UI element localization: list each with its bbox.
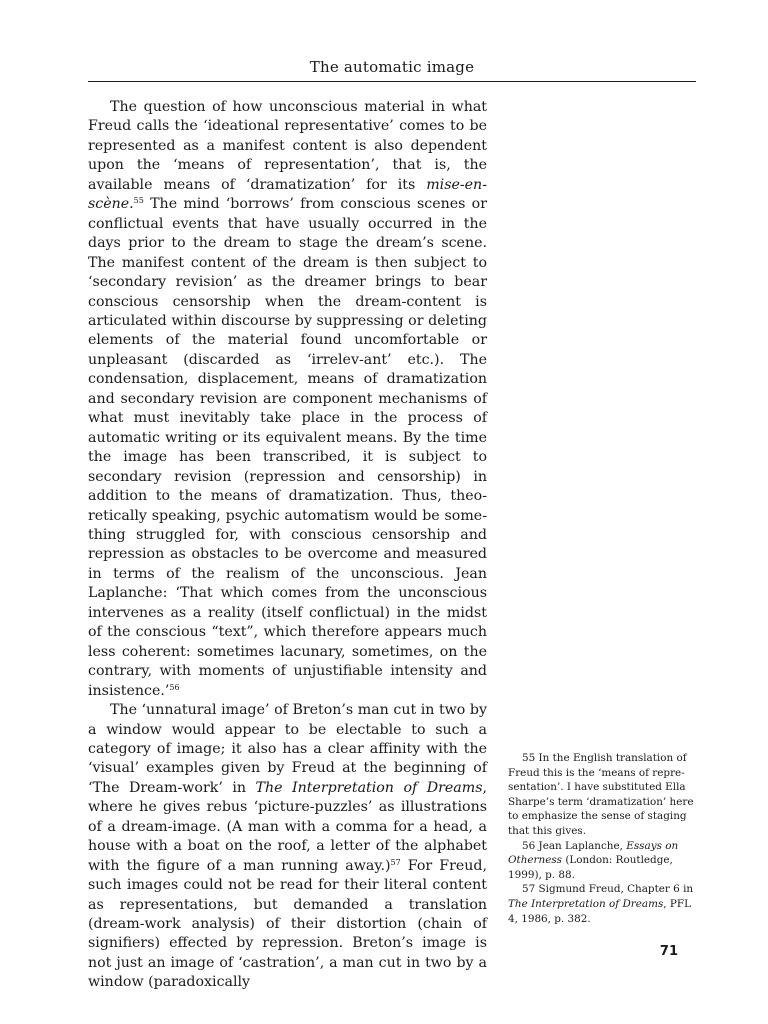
italic-text: The Interpretation of Dreams <box>255 779 483 796</box>
text-run: The mind ‘borrows’ from conscious scenes or conflictual events that have usually occurred in the days prior to the dream to stage the dream’s scene. The manifest content of the dream is then subject to ‘secondary revision’ as the dreamer brings to bear conscious censorship when the dream-content is articulated within discourse by suppressing or deleting elements of the material found uncomfortable or unpleasant (discarded as ‘irrelev-ant’ etc.). The condensation, displacement, means of dramatization and secondary revision are component mechanisms of what must inevitably take place in the process of automatic writing or its equivalent means. By the time the image has been transcribed, it is subject to secondary revision (repression and censorship) in addition to the means of dramatization. Thus, theo-retically speaking, psychic automatism would be some-thing struggled for, with conscious censorship and repression as obstacles to be overcome and measured in terms of the realism of the unconscious. Jean Laplanche: ‘That which comes from the unconscious intervenes as a reality (itself conflictual) in the midst of the conscious “text”, which therefore appears much less coherent: sometimes lacunary, sometimes, on the contrary, with moments of unjustifiable intensity and insistence.’ <box>88 196 487 699</box>
header-rule <box>88 81 696 82</box>
italic-text: The Interpretation of Dreams <box>508 897 664 910</box>
italic-text: mise-en-scène. <box>88 176 487 213</box>
text-run: For Freud, such images could not be read for their literal content as representations, but demanded a translation (dream-work analysis) of their distortion (chain of signifiers) effected by repression. Breton’s image is not just an image of ‘castration’, a man cut in two by a window (paradoxically <box>88 857 488 991</box>
running-header: The automatic image <box>309 58 475 76</box>
body-text <box>88 98 487 993</box>
text-run: 57 Sigmund Freud, Chapter 6 in <box>522 883 694 896</box>
footnote <box>508 751 698 839</box>
footnote-ref: 56 <box>169 682 180 692</box>
text-run: , where he gives rebus ‘picture-puzzles’ as illustrations of a dream-image. (A man with a comma for a head, a house with a boat on the roof, a letter of the alphabet with the figure of a man running away.) <box>88 779 487 874</box>
text-run: The question of how unconscious material in what Freud calls the ‘ideational representative’ comes to be represented as a manifest content is also dependent upon the ‘means of representation’, that is, the available means of ‘dramatization’ for its <box>88 99 487 193</box>
paragraph <box>88 98 487 701</box>
footnotes <box>508 751 698 926</box>
footnote-ref: 57 <box>390 857 401 867</box>
footnote <box>508 882 698 926</box>
text-run: 55 In the English translation of Freud this is the ‘means of repre-sentation’. I have substituted Ella Sharpe’s term ‘dramatization’ here to emphasize the sense of staging that this gives. <box>508 752 694 837</box>
paragraph <box>88 701 487 993</box>
footnote-ref: 55 <box>133 196 144 206</box>
page-number: 71 <box>659 944 678 959</box>
text-run: , PFL 4, 1986, p. 382. <box>508 897 691 925</box>
text-run: 56 Jean Laplanche, <box>522 839 627 852</box>
text-run: (London: Routledge, 1999), p. 88. <box>508 854 673 881</box>
italic-text: Essays on Otherness <box>508 839 679 867</box>
footnote <box>508 839 698 883</box>
text-run: The ‘unnatural image’ of Breton’s man cut in two by a window would appear to be electable to such a category of image; it also has a clear affinity with the ‘visual’ examples given by Freud at the beginning of ‘The Dream-work’ in <box>88 702 487 796</box>
